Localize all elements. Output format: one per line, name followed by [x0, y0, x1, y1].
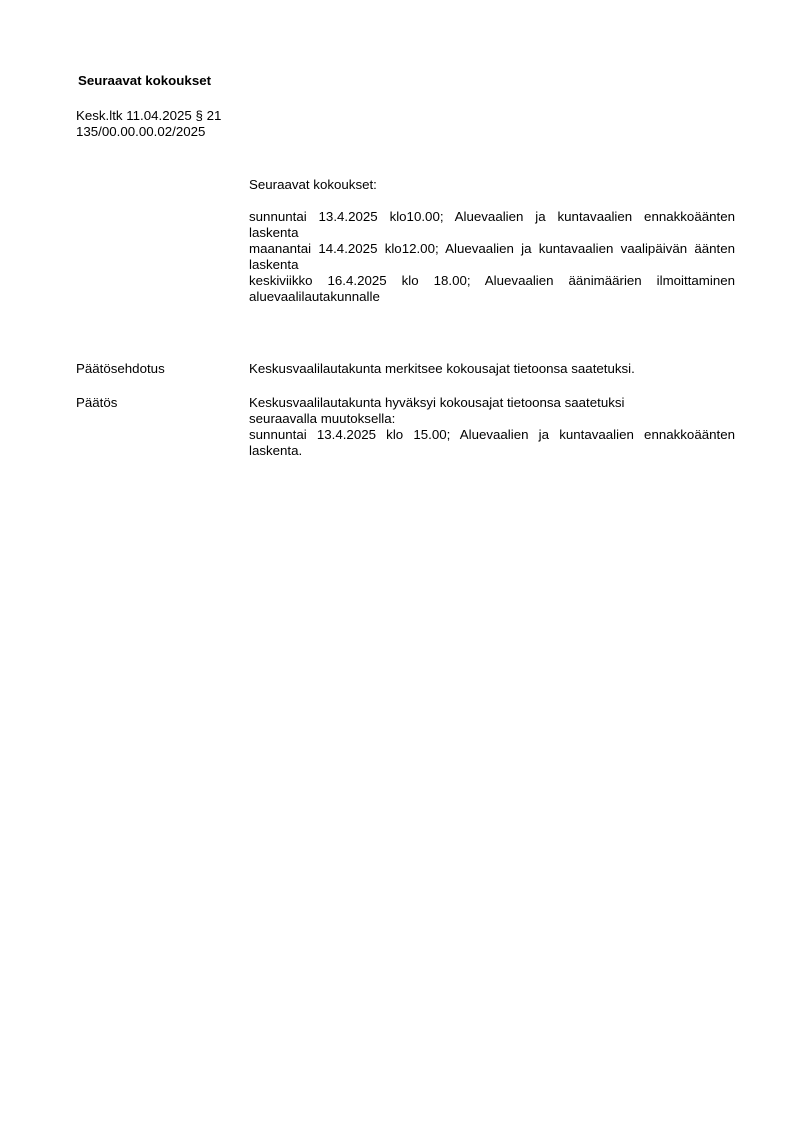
decision-text: Keskusvaalilautakunta hyväksyi kokousajat tietoonsa saatetuksi seuraavalla muutoksella: [249, 395, 625, 426]
decision-label: Päätös [76, 395, 118, 410]
meeting-item: sunnuntai 13.4.2025 klo10.00; Aluevaalien ja kuntavaalien ennakkoäänten laskenta [249, 209, 735, 240]
proposal-text: Keskusvaalilautakunta merkitsee kokousajat tietoonsa saatetuksi. [249, 361, 635, 376]
intro-text: Seuraavat kokoukset: [249, 177, 377, 192]
record-number: 135/00.00.00.02/2025 [76, 124, 206, 139]
document-heading: Seuraavat kokoukset [78, 73, 212, 88]
meeting-reference: Kesk.ltk 11.04.2025 § 21 [76, 108, 222, 123]
meeting-item: keskiviikko 16.4.2025 klo 18.00; Aluevaalien äänimäärien ilmoittaminen aluevaalilautakunnalle [249, 273, 735, 304]
meeting-list [249, 209, 735, 305]
decision-change: sunnuntai 13.4.2025 klo 15.00; Aluevaalien ja kuntavaalien ennakkoäänten laskenta. [249, 427, 735, 458]
reference-block [76, 108, 221, 140]
meeting-item: maanantai 14.4.2025 klo12.00; Aluevaalien ja kuntavaalien vaalipäivän äänten laskenta [249, 241, 735, 272]
proposal-label: Päätösehdotus [76, 361, 165, 376]
